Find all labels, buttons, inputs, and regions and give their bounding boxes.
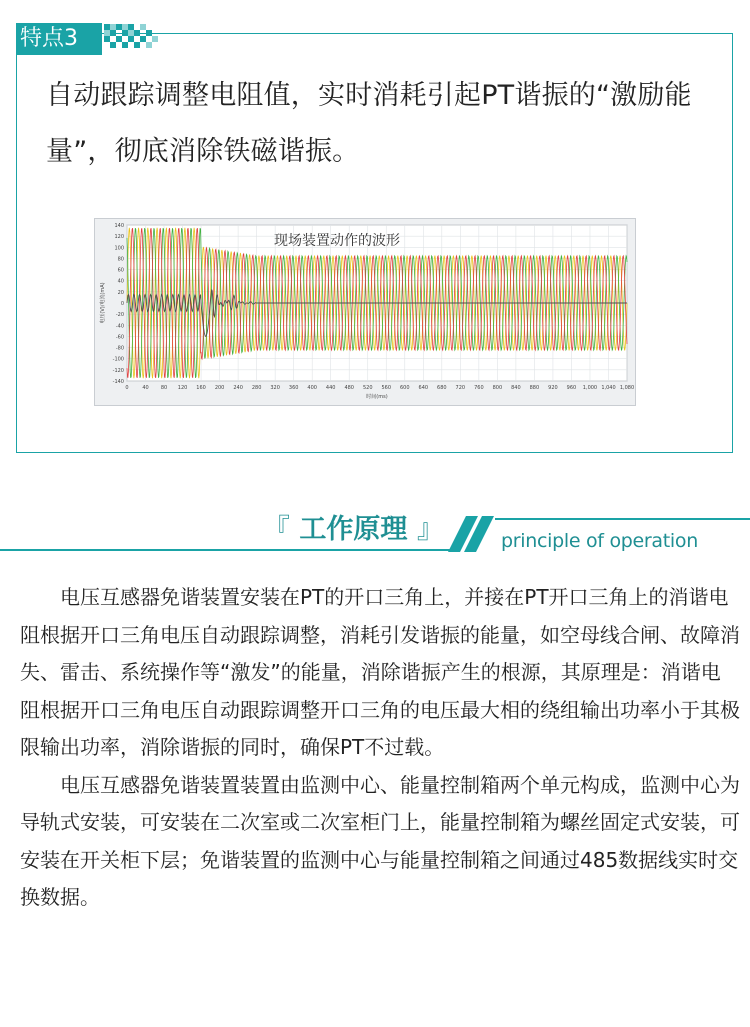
x-tick-label: 560 <box>381 385 392 391</box>
x-tick-label: 680 <box>437 385 447 391</box>
x-tick-label: 1,080 <box>619 385 635 391</box>
y-axis-label: 电压(V)/电流(mA) <box>100 282 106 324</box>
x-tick-label: 360 <box>288 385 299 391</box>
section-divider-left <box>0 549 460 551</box>
y-tick-label: -100 <box>112 356 124 363</box>
x-tick-label: 600 <box>400 385 410 391</box>
x-tick-label: 0 <box>125 385 129 391</box>
checker-decoration <box>104 24 162 52</box>
x-tick-label: 840 <box>511 385 521 391</box>
chart-title: 现场装置动作的波形 <box>274 233 400 249</box>
x-axis-label: 时间(ms) <box>366 394 388 400</box>
paragraph-1: 电压互感器免谐装置安装在PT的开口三角上，并接在PT开口三角上的消谐电阻根据开口三角电压自动跟踪调整，消耗引发谐振的能量，如空母线合闸、故障消失、雷击、系统操作等“激发”的能量，消除谐振产生的根源，其原理是：消谐电阻根据开口三角电压自动跟踪调整开口三角的电压最大相的绕组输出功率小于其极限输出功率，消除谐振的同时，确保PT不过载。 <box>20 585 740 759</box>
y-tick-label: 60 <box>117 267 124 274</box>
section-subtitle: principle of operation <box>501 530 698 552</box>
x-tick-label: 440 <box>325 385 336 391</box>
x-tick-label: 760 <box>474 385 484 391</box>
y-tick-label: 40 <box>117 278 124 285</box>
section-title <box>263 507 444 546</box>
x-tick-label: 320 <box>270 385 280 391</box>
x-tick-label: 1,000 <box>582 385 598 391</box>
feature-text: 自动跟踪调整电阻值，实时消耗引起PT谐振的“激励能量”，彻底消除铁磁谐振。 <box>46 80 692 167</box>
bracket-right: 』 <box>416 514 444 545</box>
x-tick-label: 200 <box>214 385 225 391</box>
section-divider-right <box>495 518 750 520</box>
y-tick-label: -40 <box>115 323 124 330</box>
paragraph-2: 电压互感器免谐装置装置由监测中心、能量控制箱两个单元构成，监测中心为导轨式安装，可安装在二次室或二次室柜门上，能量控制箱为螺丝固定式安装，可安装在开关柜下层；免谐装置的监测中心与能量控制箱之间通过485数据线实时交换数据。 <box>20 772 740 909</box>
waveform-svg <box>95 219 635 405</box>
waveform-chart <box>94 218 636 406</box>
y-tick-label: -120 <box>112 367 124 374</box>
y-tick-label: 140 <box>114 223 124 229</box>
x-tick-label: 800 <box>492 385 503 391</box>
y-tick-label: 0 <box>120 301 124 307</box>
x-tick-label: 480 <box>344 385 354 391</box>
y-tick-label: -80 <box>115 345 124 352</box>
x-tick-label: 160 <box>196 385 206 391</box>
y-tick-label: 120 <box>114 234 124 241</box>
x-tick-label: 880 <box>529 385 540 391</box>
y-tick-label: -140 <box>112 379 124 385</box>
section-title-text: 工作原理 <box>299 514 408 545</box>
bracket-left: 『 <box>263 514 290 545</box>
x-tick-label: 40 <box>142 385 149 391</box>
x-tick-label: 120 <box>177 385 188 391</box>
x-tick-label: 520 <box>362 385 373 391</box>
x-tick-label: 1,040 <box>601 385 616 391</box>
body-text <box>20 579 740 917</box>
y-tick-label: 100 <box>114 245 124 252</box>
feature-tag: 特点3 <box>16 23 102 55</box>
x-tick-label: 720 <box>455 385 466 391</box>
x-tick-label: 960 <box>566 385 577 391</box>
x-tick-label: 920 <box>548 385 558 391</box>
x-tick-label: 280 <box>251 385 262 391</box>
y-tick-label: 80 <box>117 256 124 263</box>
y-tick-label: -60 <box>115 334 124 341</box>
x-tick-label: 400 <box>307 385 317 391</box>
x-tick-label: 640 <box>418 385 429 391</box>
stripes-decoration <box>448 516 498 552</box>
x-tick-label: 80 <box>160 385 168 391</box>
y-tick-label: 20 <box>117 289 124 296</box>
y-tick-label: -20 <box>115 312 124 319</box>
x-tick-label: 240 <box>233 385 243 391</box>
